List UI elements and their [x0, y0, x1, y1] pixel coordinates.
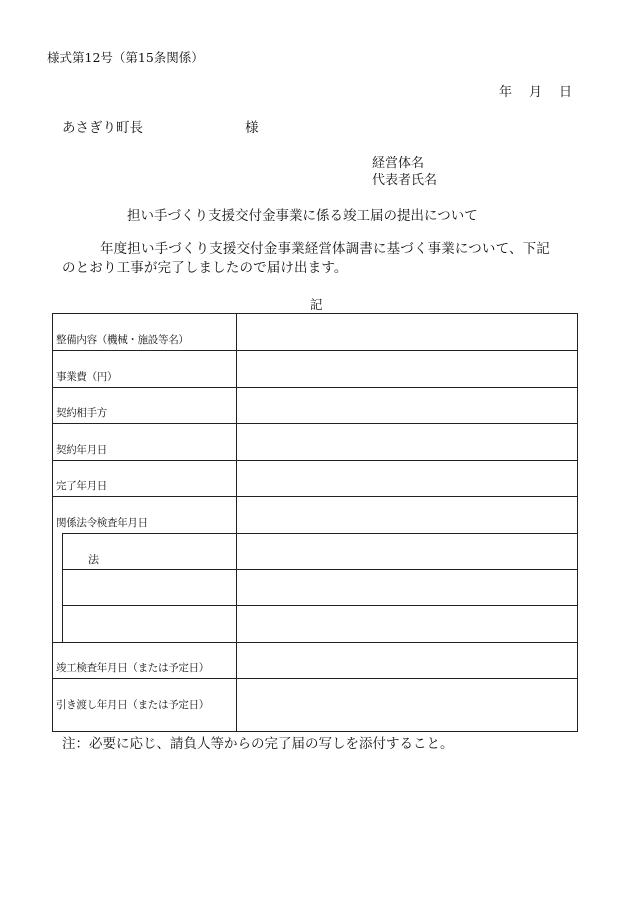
equipment-value-field[interactable] — [237, 314, 577, 350]
date-line — [499, 85, 572, 100]
row-label-inspection-date: 関係法令検査年月日 — [56, 517, 148, 529]
form-number: 様式第12号（第15条関係） — [47, 50, 204, 65]
contractor-value-field[interactable] — [237, 388, 577, 423]
document-subject: 担い手づくり支援交付金事業に係る竣工届の提出について — [127, 208, 478, 224]
body-text-line-1: 年度担い手づくり支援交付金事業経営体調書に基づく事業について、下記 — [100, 241, 550, 257]
date-month-label: 月 — [529, 85, 543, 100]
ki-heading: 記 — [310, 297, 323, 312]
date-day-label: 日 — [559, 85, 573, 100]
footnote: 注：必要に応じ、請負人等からの完了届の写しを添付すること。 — [62, 736, 454, 752]
row-label-handover-date: 引き渡し年月日（または予定日） — [56, 699, 209, 711]
subrow-label-law: 法 — [88, 553, 99, 566]
addressee-name: あさぎり町長 — [62, 120, 143, 136]
subtable-indent-line — [62, 533, 63, 642]
project-cost-value-field[interactable] — [237, 351, 577, 387]
subrow-value-field[interactable] — [237, 570, 577, 605]
body-text-line-2: のとおり工事が完了しましたので届け出ます。 — [62, 260, 348, 276]
row-label-project-cost: 事業費（円） — [56, 371, 118, 383]
row-label-contract-date: 契約年月日 — [56, 444, 107, 456]
final-inspection-value-field[interactable] — [237, 643, 577, 678]
completion-report-table — [52, 313, 578, 732]
representative-name-label: 代表者氏名 — [372, 173, 438, 188]
row-label-contractor: 契約相手方 — [56, 407, 107, 419]
org-name-label: 経営体名 — [372, 156, 425, 171]
subrow-value-field[interactable] — [237, 606, 577, 642]
row-label-completion-date: 完了年月日 — [56, 480, 107, 492]
handover-date-value-field[interactable] — [237, 679, 577, 731]
completion-date-value-field[interactable] — [237, 461, 577, 496]
addressee-honorific: 様 — [245, 120, 259, 136]
contract-date-value-field[interactable] — [237, 424, 577, 460]
inspection-date-value-field[interactable] — [237, 497, 577, 533]
date-year-label: 年 — [499, 85, 513, 100]
row-label-equipment: 整備内容（機械・施設等名） — [56, 334, 189, 346]
law-value-field[interactable] — [237, 534, 577, 569]
row-label-final-inspection-date: 竣工検査年月日（または予定日） — [56, 662, 209, 674]
